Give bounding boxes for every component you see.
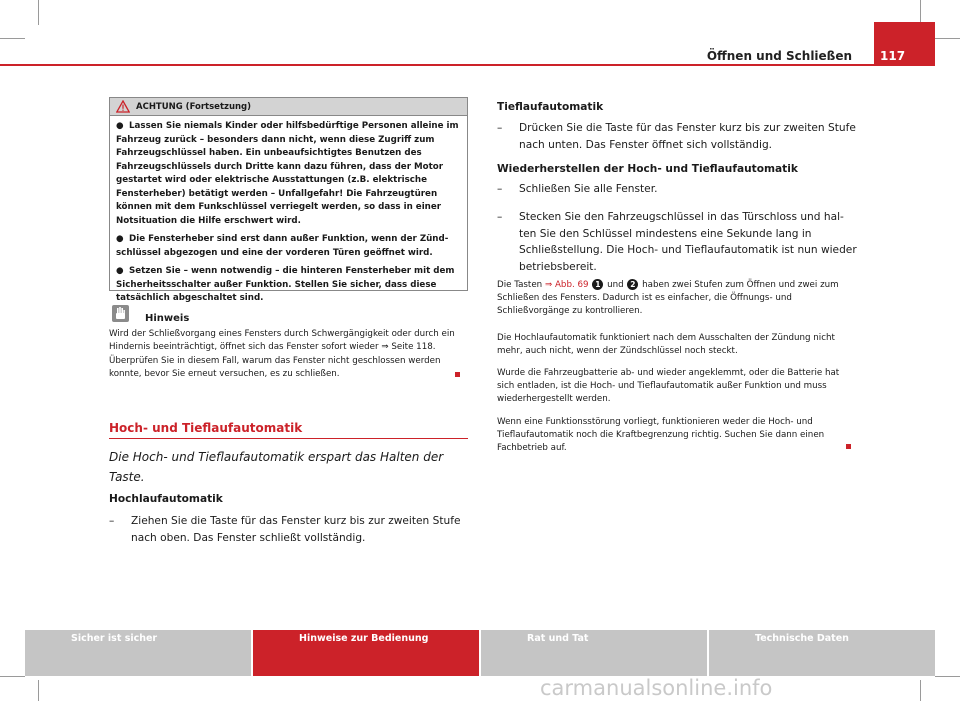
crop-mark: [0, 676, 25, 677]
page-number: 117: [880, 49, 906, 63]
crop-mark: [935, 38, 960, 39]
crop-mark: [38, 0, 39, 25]
footer-tab-bedienung[interactable]: Hinweise zur Bedienung: [253, 630, 479, 676]
footer-tab-rat-und-tat[interactable]: Rat und Tat: [481, 630, 707, 676]
crop-mark: [38, 680, 39, 701]
reference-arrow: ⇒: [381, 342, 389, 353]
list-item: – Drücken Sie die Taste für das Fenster kurz bis zur zweiten Stufe nach unten. Das Fenster öffnet sich vollständig.: [497, 122, 856, 151]
footer-tab-technische-daten[interactable]: Technische Daten: [709, 630, 935, 676]
warning-item: ● Lassen Sie niemals Kinder oder hilfsbedürftige Personen alleine im Fahrzeug zurück – besonders dann nicht, wenn diese Zugriff zum Fahrzeugschlüssel haben. Ein unbeaufsichtigtes Benutzen des Fahrzeugschlüssels durch Dritte kann dazu führen, dass der Motor gestartet wird oder elektrische Ausstattungen (z.B. elektrische Fensterheber) betätigt werden – Unfallgefahr! Die Fahrzeugtüren können mit dem Funkschlüssel verriegelt werden, so dass in einer Notsituation die Hilfe erschwert wird.: [116, 121, 459, 226]
crop-mark: [0, 38, 25, 39]
crop-mark: [935, 676, 960, 677]
subheading-hochlauf: Hochlaufautomatik: [109, 493, 223, 505]
section-rule: [109, 438, 468, 439]
hint-body: Wird der Schließvorgang eines Fensters durch Schwergängigkeit oder durch ein Hindernis beeinträchtigt, öffnet sich das Fenster sofort wieder ⇒ Seite 118. Überprüfen Sie in diesem Fall, warum das Fenster nicht geschlossen werden konnte, bevor Sie erneut versuchen, es zu schließen.: [109, 329, 455, 380]
subheading-wiederherstellen: Wiederherstellen der Hoch- und Tieflaufautomatik: [497, 163, 798, 175]
warning-body: [110, 116, 467, 306]
bullet-icon: ●: [116, 121, 124, 131]
list-item: – Stecken Sie den Fahrzeugschlüssel in das Türschloss und halten Sie den Schlüssel mindestens eine Sekunde lang in Schließstellung. Die Hoch- und Tieflaufautomatik ist nun wieder betriebsbereit.: [497, 211, 857, 273]
watermark: carmanualsonline.info: [540, 676, 773, 700]
warning-title: ACHTUNG (Fortsetzung): [136, 101, 252, 112]
footer-tab-sicher[interactable]: Sicher ist sicher: [25, 630, 251, 676]
warning-triangle-icon: [116, 100, 130, 113]
warning-item: ● Setzen Sie – wenn notwendig – die hinteren Fensterheber mit dem Sicherheitsschalter außer Funktion. Stellen Sie sicher, dass diese tatsächlich abgeschaltet sind.: [116, 266, 455, 303]
chapter-title: Öffnen und Schließen: [706, 49, 852, 63]
warning-header: [110, 98, 467, 116]
callout-number: 2: [627, 279, 638, 290]
end-marker: [846, 444, 851, 449]
bullet-icon: ●: [116, 266, 124, 276]
page-reference[interactable]: Seite 118. Überprüfen Sie in diesem Fall, warum das Fenster nicht geschlossen werden konnte, bevor Sie erneut versuchen, es zu schließen.: [109, 342, 441, 380]
list-item: – Schließen Sie alle Fenster.: [497, 183, 658, 195]
warning-item: ● Die Fensterheber sind erst dann außer Funktion, wenn der Zündschlüssel abgezogen und eine der vorderen Türen geöffnet wird.: [116, 234, 449, 258]
header-rule: [0, 64, 935, 66]
warning-box: [109, 97, 468, 303]
paragraph: Die Tasten ⇒ Abb. 69 1 und 2 haben zwei Stufen zum Öffnen und zwei zum Schließen des Fensters. Dadurch ist es einfacher, die Öffnungs- und Schließvorgänge zu kontrollieren.: [497, 280, 839, 316]
paragraph: Die Hochlaufautomatik funktioniert nach dem Ausschalten der Zündung nicht mehr, auch nicht, wenn der Zündschlüssel noch steckt.: [497, 333, 835, 356]
crop-mark: [920, 680, 921, 701]
hint-hand-icon: [112, 305, 129, 322]
paragraph: Wurde die Fahrzeugbatterie ab- und wieder angeklemmt, oder die Batterie hat sich entladen, ist die Hoch- und Tieflaufautomatik außer Funktion und muss wiederhergestellt werden.: [497, 368, 840, 404]
hint-title: Hinweis: [145, 313, 190, 324]
list-item: – Ziehen Sie die Taste für das Fenster kurz bis zur zweiten Stufe nach oben. Das Fenster schließt vollständig.: [109, 515, 461, 544]
footer-nav: [25, 630, 935, 676]
bullet-icon: ●: [116, 234, 124, 244]
end-marker: [455, 372, 460, 377]
section-title: Hoch- und Tieflaufautomatik: [109, 421, 303, 435]
callout-number: 1: [592, 279, 603, 290]
paragraph: Wenn eine Funktionsstörung vorliegt, funktionieren weder die Hoch- und Tieflaufautomatik noch die Kraftbegrenzung richtig. Suchen Sie dann einen Fachbetrieb auf.: [497, 417, 825, 453]
subheading-tieflauf: Tieflaufautomatik: [497, 101, 604, 113]
section-intro: Die Hoch- und Tieflaufautomatik erspart das Halten der Taste.: [109, 450, 444, 484]
figure-reference-link[interactable]: ⇒ Abb. 69: [544, 280, 589, 290]
